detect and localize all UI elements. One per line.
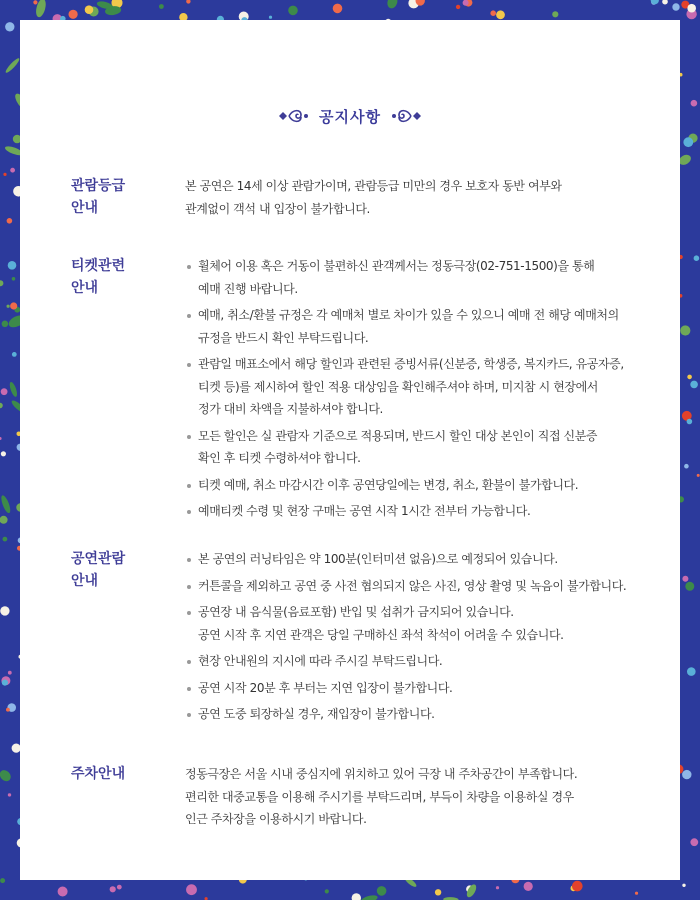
border-leaf [360, 894, 378, 900]
section-text [185, 255, 675, 527]
border-flower-dot [496, 10, 505, 19]
list-item: 티켓 예매, 취소 마감시간 이후 공연당일에는 변경, 취소, 환불이 불가합니다. [185, 474, 675, 497]
border-flower-dot [0, 606, 9, 615]
border-leaf [4, 57, 21, 74]
border-flower-dot [682, 770, 691, 779]
border-flower-dot [687, 667, 696, 676]
list-item: 예매, 취소/환불 규정은 각 예매처 별로 차이가 있을 수 있으니 예매 전 해당 예매처의 규정을 반드시 확인 부탁드립니다. [185, 304, 675, 349]
border-flower-dot [288, 6, 298, 16]
section-text: 정동극장은 서울 시내 중심지에 위치하고 있어 극장 내 주차공간이 부족합니다. 편리한 대중교통을 이용해 주시기를 부탁드리며, 부득이 차량을 이용하실 경우 인근 주차장을 이용하시기 바랍니다. [185, 767, 578, 826]
section-label: 티켓관련 안내 [71, 258, 126, 296]
border-flower-dot [325, 889, 329, 893]
border-flower-dot [687, 375, 692, 380]
border-flower-dot [0, 403, 3, 409]
border-flower-dot [683, 137, 693, 147]
border-flower-dot [1, 388, 8, 395]
border-flower-dot [496, 886, 499, 889]
border-flower-dot [10, 168, 15, 173]
border-flower-dot [6, 708, 10, 712]
border-flower-dot [58, 887, 68, 897]
list-item: 예매티켓 수령 및 현장 구매는 공연 시작 1시간 전부터 가능합니다. [185, 500, 675, 523]
border-flower-dot [694, 255, 700, 261]
left-ornament-icon [277, 105, 311, 127]
border-flower-dot [690, 381, 698, 389]
border-leaf [386, 0, 399, 10]
border-flower-dot [33, 0, 37, 4]
list-item: 커튼콜을 제외하고 공연 중 사전 협의되지 않은 사진, 영상 촬영 및 녹음이 불가합니다. [185, 575, 675, 598]
list-item: 공연 도중 퇴장하실 경우, 재입장이 불가합니다. [185, 703, 675, 726]
section-text [185, 548, 675, 730]
border-flower-dot [12, 352, 17, 357]
border-flower-dot [0, 280, 3, 286]
list-item: 휠체어 이용 혹은 거동이 불편하신 관객께서는 정동극장(02-751-1500)을 통해 예매 진행 바랍니다. [185, 255, 675, 300]
section-text: 본 공연은 14세 이상 관람가이며, 관람등급 미만의 경우 보호자 동반 여부와 관계없이 객석 내 입장이 불가합니다. [185, 179, 562, 216]
border-leaf [8, 381, 18, 398]
border-flower-dot [8, 793, 11, 796]
border-flower-dot [2, 321, 9, 328]
border-flower-dot [680, 325, 690, 335]
border-flower-dot [687, 419, 693, 425]
section-label: 관람등급 안내 [71, 178, 126, 216]
border-flower-dot [672, 3, 679, 10]
border-flower-dot [7, 218, 13, 224]
border-flower-dot [435, 889, 441, 895]
border-flower-dot [690, 838, 698, 846]
border-flower-dot [186, 884, 197, 895]
border-flower-dot [5, 22, 14, 31]
notice-header [20, 96, 680, 136]
notice-panel [20, 20, 680, 880]
border-flower-dot [682, 884, 685, 887]
border-flower-dot [12, 277, 16, 281]
border-flower-dot [685, 582, 694, 591]
page-title: 공지사항 [319, 107, 381, 126]
border-flower-dot [0, 516, 8, 524]
right-ornament-icon [389, 105, 423, 127]
border-flower-dot [490, 10, 496, 16]
border-flower-dot [697, 474, 700, 477]
list-item: 공연장 내 음식물(음료포함) 반입 및 섭취가 금지되어 있습니다. 공연 시작 후 지연 관객은 당일 구매하신 좌석 착석이 어려울 수 있습니다. [185, 601, 675, 646]
border-flower-dot [1, 451, 6, 456]
border-flower-dot [662, 0, 668, 5]
border-flower-dot [159, 4, 164, 9]
border-flower-dot [269, 16, 272, 19]
border-flower-dot [524, 882, 533, 891]
border-flower-dot [684, 464, 689, 469]
border-flower-dot [377, 886, 387, 896]
border-flower-dot [2, 680, 8, 686]
border-leaf [0, 768, 13, 783]
list-item: 관람일 매표소에서 해당 할인과 관련된 증빙서류(신분증, 학생증, 복지카드, 유공자증, 티켓 등)를 제시하여 할인 적용 대상임을 확인해주셔야 하며, 미지참 시 현장에서 정가 대비 차액을 지불하셔야 합니다. [185, 353, 675, 421]
border-flower-dot [682, 576, 688, 582]
border-flower-dot [0, 878, 5, 883]
border-flower-dot [552, 11, 558, 17]
border-flower-dot [352, 893, 361, 900]
border-flower-dot [85, 5, 94, 14]
border-flower-dot [7, 305, 10, 308]
border-flower-dot [572, 881, 583, 892]
border-leaf [0, 494, 12, 514]
list-item: 본 공연의 러닝타임은 약 100분(인터미션 없음)으로 예정되어 있습니다. [185, 548, 675, 571]
section-label: 주차안내 [71, 766, 126, 782]
list-item: 현장 안내원의 지시에 따라 주시길 부탁드립니다. [185, 650, 675, 673]
border-flower-dot [8, 671, 12, 675]
section-label: 공연관람 안내 [71, 551, 126, 589]
border-flower-dot [635, 892, 638, 895]
border-flower-dot [8, 261, 17, 270]
border-flower-dot [691, 100, 698, 107]
border-flower-dot [456, 5, 460, 9]
list-item: 모든 할인은 실 관람자 기준으로 적용되며, 반드시 할인 대상 본인이 직접 신분증 확인 후 티켓 수령하셔야 합니다. [185, 425, 675, 470]
border-flower-dot [687, 4, 696, 13]
border-flower-dot [186, 0, 190, 4]
border-flower-dot [10, 302, 17, 309]
border-flower-dot [3, 537, 8, 542]
border-flower-dot [69, 10, 78, 19]
border-flower-dot [110, 886, 116, 892]
border-flower-dot [117, 885, 122, 890]
list-item: 공연 시작 20분 후 부터는 지연 입장이 불가합니다. [185, 677, 675, 700]
border-flower-dot [3, 173, 6, 176]
border-flower-dot [333, 4, 343, 14]
border-flower-dot [0, 437, 2, 440]
